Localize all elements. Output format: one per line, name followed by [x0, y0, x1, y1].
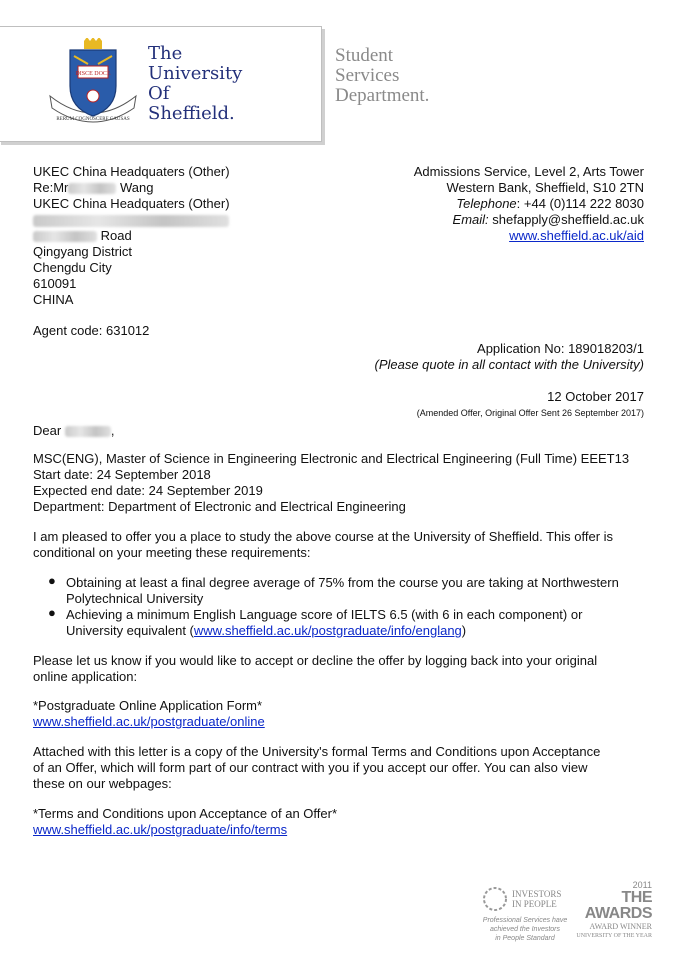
terms-paragraph: Attached with this letter is a copy of the University's formal Terms and Conditions upon Acceptance of an Offer, which will form part of our contract with you if you accept our offer. You can also view these on our webpages: [33, 744, 601, 791]
department-name [335, 46, 429, 106]
university-crest-icon [44, 38, 142, 126]
offer-paragraph: I am pleased to offer you a place to study the above course at the University of Sheffield. This offer is conditional on your meeting these requirements: [33, 529, 614, 560]
crest-ribbon-motto: RERUM COGNOSCERE CAUSAS [56, 117, 130, 122]
department-name-line: Student [335, 45, 394, 66]
letter-date: 12 October 2017 [547, 389, 644, 404]
application-number: Application No: 189018203/1 [477, 341, 644, 356]
application-form-block [33, 698, 265, 730]
university-name [148, 44, 242, 124]
bullet-icon: ● [48, 573, 56, 588]
englang-link[interactable]: www.sheffield.ac.uk/postgraduate/info/englang [193, 623, 462, 638]
recipient-line: CHINA [33, 292, 74, 307]
requirement-english: Achieving a minimum English Language score of IELTS 6.5 (with 6 in each component) or University equivalent (www.sheffield.ac.uk/postgraduate/info/englang) [66, 607, 583, 638]
recipient-line: 610091 [33, 276, 77, 291]
recipient-address [33, 164, 230, 308]
redacted-name [68, 183, 116, 194]
agent-code: Agent code: 631012 [33, 323, 150, 338]
university-name-line: The [148, 43, 183, 64]
sender-email: Email: shefapply@sheffield.ac.uk [452, 212, 644, 227]
sender-address [414, 164, 644, 244]
course-end-date: Expected end date: 24 September 2019 [33, 483, 263, 498]
course-details [33, 451, 629, 515]
recipient-redacted-line [33, 212, 230, 228]
recipient-line: Qingyang District [33, 244, 132, 259]
department-name-line: Department. [335, 85, 430, 106]
recipient-line: UKEC China Headquaters (Other) [33, 196, 230, 211]
application-reference [374, 341, 644, 373]
online-application-link[interactable]: www.sheffield.ac.uk/postgraduate/online [33, 714, 265, 729]
salutation: Dear , [33, 423, 115, 438]
terms-link[interactable]: www.sheffield.ac.uk/postgraduate/info/terms [33, 822, 288, 837]
course-title: MSC(ENG), Master of Science in Engineering Electronic and Electrical Engineering (Full Time) EEET13 [33, 451, 630, 466]
investors-in-people-icon [482, 886, 508, 912]
quote-note: (Please quote in all contact with the University) [374, 357, 644, 372]
recipient-line: Chengdu City [33, 260, 112, 275]
accept-paragraph: Please let us know if you would like to accept or decline the offer by logging back into your original online application: [33, 653, 598, 684]
crest-motto: DISCE DOCE [75, 71, 111, 77]
application-form-title: *Postgraduate Online Application Form* [33, 698, 263, 713]
recipient-road-line: Road [33, 228, 230, 244]
sender-line: Admissions Service, Level 2, Arts Tower [413, 164, 644, 179]
course-department: Department: Department of Electronic and Electrical Engineering [33, 499, 406, 514]
university-name-line: Of [148, 83, 170, 104]
recipient-re-line: Re:Mr Wang [33, 180, 154, 195]
bullet-icon: ● [48, 605, 56, 620]
award-winner-logo: 2011 THE AWARDS AWARD WINNER UNIVERSITY OF THE YEAR [576, 880, 652, 939]
terms-title: *Terms and Conditions upon Acceptance of an Offer* [33, 806, 338, 821]
redacted-name [65, 426, 111, 437]
course-start-date: Start date: 24 September 2018 [33, 467, 211, 482]
aid-website-link[interactable]: www.sheffield.ac.uk/aid [509, 228, 644, 243]
terms-block [33, 806, 337, 838]
requirement-degree: Obtaining at least a final degree average of 75% from the course you are taking at Northwestern Polytechnical University [66, 575, 619, 606]
sender-line: Western Bank, Sheffield, S10 2TN [446, 180, 644, 195]
department-name-line: Services [335, 65, 400, 86]
university-name-line: University [148, 63, 243, 84]
sender-telephone: Telephone: +44 (0)114 222 8030 [456, 196, 644, 211]
amended-offer-note: (Amended Offer, Original Offer Sent 26 September 2017) [416, 408, 644, 418]
investors-in-people-logo: INVESTORS IN PEOPLE Professional Services have achieved the Investors in People Standard [482, 886, 568, 943]
university-name-line: Sheffield. [148, 103, 235, 124]
recipient-line: UKEC China Headquaters (Other) [33, 164, 230, 179]
